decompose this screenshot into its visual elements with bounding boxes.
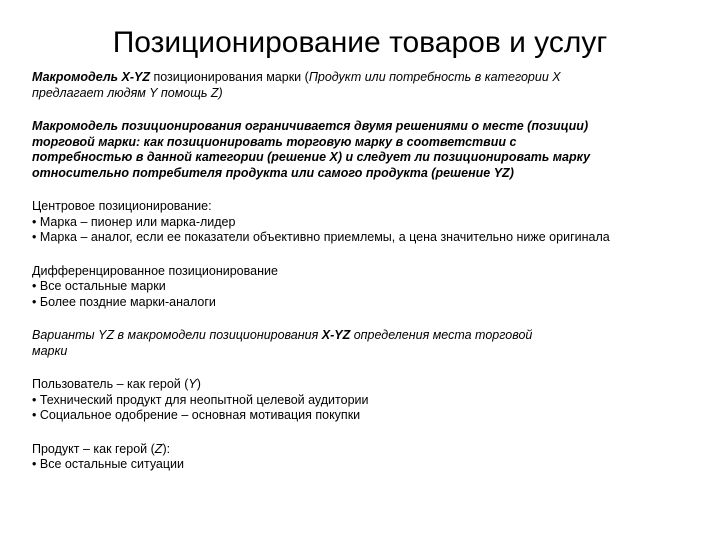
paragraph-user-as-hero bbox=[32, 377, 692, 424]
definition-line-1 bbox=[32, 70, 692, 86]
yz-variants-line-1 bbox=[32, 328, 692, 344]
yz-variants-text-end: определения места торговой bbox=[350, 328, 533, 342]
yz-variants-line-2: марки bbox=[32, 343, 68, 358]
central-positioning-heading: Центровое позиционирование: bbox=[32, 199, 212, 213]
paragraph-macromodel-definition bbox=[32, 70, 692, 101]
list-item: • Все остальные ситуации bbox=[32, 457, 692, 473]
product-as-hero-end: ): bbox=[162, 441, 171, 456]
paragraph-product-as-hero bbox=[32, 442, 692, 473]
list-item: • Технический продукт для неопытной целевой аудитории bbox=[32, 393, 692, 409]
definition-text: позиционирования марки ( bbox=[149, 70, 309, 84]
list-item: • Социальное одобрение – основная мотивация покупки bbox=[32, 408, 692, 424]
variable-z: Z bbox=[154, 441, 163, 456]
slide-content bbox=[32, 70, 692, 491]
list-item: • Более поздние марки-аналоги bbox=[32, 295, 692, 311]
paragraph-macromodel-decisions bbox=[32, 119, 692, 181]
list-item: • Марка – пионер или марка-лидер bbox=[32, 215, 692, 231]
product-as-hero-text: Продукт – как герой ( bbox=[32, 441, 155, 456]
list-item: • Марка – аналог, если ее показатели объективно приемлемы, а цена значительно ниже оригинала bbox=[32, 230, 692, 246]
list-item: • Все остальные марки bbox=[32, 279, 692, 295]
yz-variants-text: Варианты YZ в макромодели позиционирования bbox=[32, 328, 322, 342]
user-as-hero-heading bbox=[32, 377, 692, 393]
variable-y: Y bbox=[188, 377, 197, 391]
paragraph-differentiated-positioning bbox=[32, 264, 692, 311]
user-as-hero-text: Пользователь – как герой ( bbox=[32, 377, 189, 391]
definition-line-2: предлагает людям Y помощь Z) bbox=[32, 85, 223, 100]
slide-title: Позиционирование товаров и услуг bbox=[112, 26, 608, 59]
decisions-line-4: относительно потребителя продукта или самого продукта (решение YZ) bbox=[32, 165, 514, 180]
differentiated-positioning-heading: Дифференцированное позиционирование bbox=[32, 263, 278, 278]
user-as-hero-end: ) bbox=[196, 377, 201, 391]
decisions-line-3: потребностью в данной категории (решение X) и следует ли позиционировать марку bbox=[32, 150, 591, 164]
paragraph-central-positioning bbox=[32, 199, 692, 246]
definition-formula: Продукт или потребность в категории X bbox=[308, 70, 561, 84]
decisions-line-2: торговой марки: как позиционировать торговую марку в соответствии с bbox=[32, 134, 517, 149]
xyz-model-term: X-YZ bbox=[321, 328, 351, 342]
decisions-line-1: Макромодель позиционирования ограничивается двумя решениями о месте (позиции) bbox=[32, 119, 589, 133]
paragraph-yz-variants bbox=[32, 328, 692, 359]
macromodel-term: Макромодель X-YZ bbox=[32, 70, 150, 84]
product-as-hero-heading bbox=[32, 442, 692, 458]
